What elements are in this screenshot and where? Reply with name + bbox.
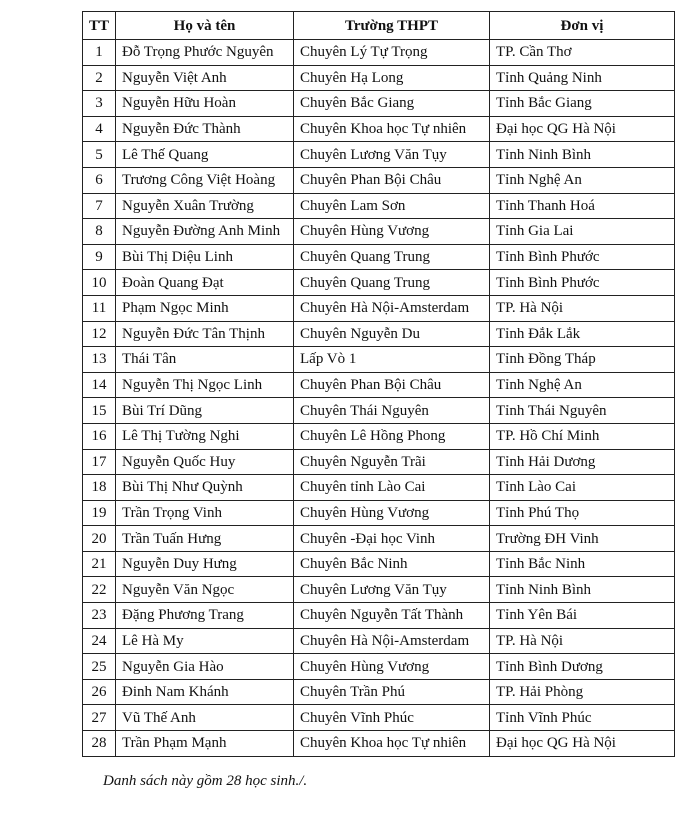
- cell-name: Đỗ Trọng Phước Nguyên: [116, 40, 294, 66]
- cell-school: Chuyên tỉnh Lào Cai: [294, 475, 490, 501]
- cell-unit: TP. Hà Nội: [490, 295, 675, 321]
- cell-name: Nguyễn Hữu Hoàn: [116, 91, 294, 117]
- cell-tt: 6: [83, 167, 116, 193]
- cell-tt: 1: [83, 40, 116, 66]
- cell-name: Nguyễn Duy Hưng: [116, 551, 294, 577]
- table-row: [83, 526, 675, 552]
- cell-school: Chuyên Quang Trung: [294, 244, 490, 270]
- cell-tt: 22: [83, 577, 116, 603]
- table-row: [83, 193, 675, 219]
- table-row: [83, 577, 675, 603]
- cell-name: Bùi Trí Dũng: [116, 398, 294, 424]
- cell-tt: 9: [83, 244, 116, 270]
- student-list-table: [82, 11, 675, 757]
- cell-tt: 2: [83, 65, 116, 91]
- cell-unit: Tỉnh Vĩnh Phúc: [490, 705, 675, 731]
- cell-unit: Trường ĐH Vinh: [490, 526, 675, 552]
- cell-tt: 21: [83, 551, 116, 577]
- cell-name: Thái Tân: [116, 347, 294, 373]
- cell-unit: TP. Hà Nội: [490, 628, 675, 654]
- cell-unit: TP. Hải Phòng: [490, 679, 675, 705]
- cell-school: Chuyên Vĩnh Phúc: [294, 705, 490, 731]
- cell-name: Nguyễn Xuân Trường: [116, 193, 294, 219]
- table-row: [83, 65, 675, 91]
- cell-school: Chuyên Khoa học Tự nhiên: [294, 116, 490, 142]
- cell-school: Chuyên Lý Tự Trọng: [294, 40, 490, 66]
- footnote: Danh sách này gồm 28 học sinh./.: [103, 773, 308, 789]
- table-row: [83, 270, 675, 296]
- cell-unit: Tỉnh Bình Phước: [490, 244, 675, 270]
- cell-name: Nguyễn Đức Tân Thịnh: [116, 321, 294, 347]
- cell-tt: 8: [83, 219, 116, 245]
- cell-school: Chuyên Khoa học Tự nhiên: [294, 731, 490, 757]
- cell-tt: 5: [83, 142, 116, 168]
- cell-school: Chuyên Nguyễn Trãi: [294, 449, 490, 475]
- cell-tt: 19: [83, 500, 116, 526]
- cell-tt: 13: [83, 347, 116, 373]
- table-row: [83, 219, 675, 245]
- cell-school: Chuyên Hùng Vương: [294, 654, 490, 680]
- cell-tt: 28: [83, 731, 116, 757]
- cell-name: Đinh Nam Khánh: [116, 679, 294, 705]
- table-row: [83, 679, 675, 705]
- cell-name: Đoàn Quang Đạt: [116, 270, 294, 296]
- cell-school: Chuyên Quang Trung: [294, 270, 490, 296]
- cell-unit: Tỉnh Yên Bái: [490, 603, 675, 629]
- cell-tt: 11: [83, 295, 116, 321]
- cell-unit: Tỉnh Hải Dương: [490, 449, 675, 475]
- cell-name: Nguyễn Đường Anh Minh: [116, 219, 294, 245]
- table-row: [83, 731, 675, 757]
- table-row: [83, 628, 675, 654]
- table-row: [83, 654, 675, 680]
- cell-tt: 25: [83, 654, 116, 680]
- cell-unit: Tỉnh Đắk Lắk: [490, 321, 675, 347]
- table-row: [83, 167, 675, 193]
- cell-name: Đặng Phương Trang: [116, 603, 294, 629]
- header-school: Trường THPT: [294, 12, 490, 40]
- cell-school: Chuyên Bắc Giang: [294, 91, 490, 117]
- cell-tt: 14: [83, 372, 116, 398]
- cell-unit: TP. Hồ Chí Minh: [490, 423, 675, 449]
- cell-name: Nguyễn Văn Ngọc: [116, 577, 294, 603]
- header-unit: Đơn vị: [490, 12, 675, 40]
- table-header-row: [83, 12, 675, 40]
- cell-school: Chuyên Hùng Vương: [294, 500, 490, 526]
- cell-unit: Tỉnh Ninh Bình: [490, 577, 675, 603]
- cell-tt: 26: [83, 679, 116, 705]
- cell-unit: Tỉnh Lào Cai: [490, 475, 675, 501]
- table-row: [83, 705, 675, 731]
- cell-unit: Đại học QG Hà Nội: [490, 116, 675, 142]
- cell-school: Chuyên Nguyễn Du: [294, 321, 490, 347]
- cell-tt: 16: [83, 423, 116, 449]
- table-row: [83, 500, 675, 526]
- cell-tt: 10: [83, 270, 116, 296]
- cell-name: Vũ Thế Anh: [116, 705, 294, 731]
- table-row: [83, 40, 675, 66]
- header-tt: TT: [83, 12, 116, 40]
- table-row: [83, 603, 675, 629]
- cell-tt: 27: [83, 705, 116, 731]
- table-row: [83, 551, 675, 577]
- cell-name: Nguyễn Việt Anh: [116, 65, 294, 91]
- cell-unit: Tỉnh Nghệ An: [490, 372, 675, 398]
- cell-name: Trương Công Việt Hoàng: [116, 167, 294, 193]
- table-row: [83, 475, 675, 501]
- cell-unit: Tỉnh Bình Phước: [490, 270, 675, 296]
- cell-school: Chuyên Lê Hồng Phong: [294, 423, 490, 449]
- cell-school: Chuyên Lam Sơn: [294, 193, 490, 219]
- cell-name: Nguyễn Gia Hào: [116, 654, 294, 680]
- cell-school: Chuyên Thái Nguyên: [294, 398, 490, 424]
- cell-unit: Tỉnh Đồng Tháp: [490, 347, 675, 373]
- table-row: [83, 91, 675, 117]
- cell-name: Nguyễn Thị Ngọc Linh: [116, 372, 294, 398]
- cell-school: Chuyên Lương Văn Tụy: [294, 577, 490, 603]
- cell-unit: Tỉnh Gia Lai: [490, 219, 675, 245]
- cell-tt: 7: [83, 193, 116, 219]
- cell-name: Lê Thế Quang: [116, 142, 294, 168]
- cell-unit: Tỉnh Bình Dương: [490, 654, 675, 680]
- cell-tt: 24: [83, 628, 116, 654]
- table-row: [83, 398, 675, 424]
- cell-unit: Tỉnh Quảng Ninh: [490, 65, 675, 91]
- cell-tt: 18: [83, 475, 116, 501]
- table-row: [83, 244, 675, 270]
- cell-name: Nguyễn Quốc Huy: [116, 449, 294, 475]
- cell-school: Chuyên Lương Văn Tụy: [294, 142, 490, 168]
- cell-school: Chuyên Hà Nội-Amsterdam: [294, 295, 490, 321]
- cell-tt: 23: [83, 603, 116, 629]
- cell-unit: Tỉnh Thanh Hoá: [490, 193, 675, 219]
- cell-school: Chuyên Nguyễn Tất Thành: [294, 603, 490, 629]
- table-row: [83, 347, 675, 373]
- cell-tt: 20: [83, 526, 116, 552]
- table-row: [83, 116, 675, 142]
- table-row: [83, 295, 675, 321]
- cell-tt: 3: [83, 91, 116, 117]
- cell-name: Trần Phạm Mạnh: [116, 731, 294, 757]
- cell-tt: 17: [83, 449, 116, 475]
- cell-unit: Tỉnh Thái Nguyên: [490, 398, 675, 424]
- cell-unit: Tỉnh Phú Thọ: [490, 500, 675, 526]
- cell-school: Chuyên Hạ Long: [294, 65, 490, 91]
- cell-name: Lê Thị Tường Nghi: [116, 423, 294, 449]
- cell-school: Chuyên Bắc Ninh: [294, 551, 490, 577]
- cell-name: Lê Hà My: [116, 628, 294, 654]
- cell-name: Phạm Ngọc Minh: [116, 295, 294, 321]
- cell-name: Bùi Thị Như Quỳnh: [116, 475, 294, 501]
- table-row: [83, 321, 675, 347]
- cell-unit: Tỉnh Bắc Ninh: [490, 551, 675, 577]
- cell-school: Chuyên Phan Bội Châu: [294, 372, 490, 398]
- table-row: [83, 449, 675, 475]
- cell-school: Chuyên Hà Nội-Amsterdam: [294, 628, 490, 654]
- cell-school: Chuyên Hùng Vương: [294, 219, 490, 245]
- table-body: [83, 40, 675, 757]
- cell-unit: Tỉnh Nghệ An: [490, 167, 675, 193]
- cell-school: Chuyên -Đại học Vinh: [294, 526, 490, 552]
- table-row: [83, 423, 675, 449]
- table-row: [83, 142, 675, 168]
- cell-unit: TP. Cần Thơ: [490, 40, 675, 66]
- header-name: Họ và tên: [116, 12, 294, 40]
- cell-tt: 15: [83, 398, 116, 424]
- table-row: [83, 372, 675, 398]
- cell-unit: Tỉnh Bắc Giang: [490, 91, 675, 117]
- cell-unit: Tỉnh Ninh Bình: [490, 142, 675, 168]
- cell-tt: 4: [83, 116, 116, 142]
- cell-name: Trần Tuấn Hưng: [116, 526, 294, 552]
- cell-name: Trần Trọng Vinh: [116, 500, 294, 526]
- cell-school: Chuyên Phan Bội Châu: [294, 167, 490, 193]
- cell-school: Lấp Vò 1: [294, 347, 490, 373]
- cell-tt: 12: [83, 321, 116, 347]
- cell-unit: Đại học QG Hà Nội: [490, 731, 675, 757]
- cell-name: Bùi Thị Diệu Linh: [116, 244, 294, 270]
- cell-school: Chuyên Trần Phú: [294, 679, 490, 705]
- cell-name: Nguyễn Đức Thành: [116, 116, 294, 142]
